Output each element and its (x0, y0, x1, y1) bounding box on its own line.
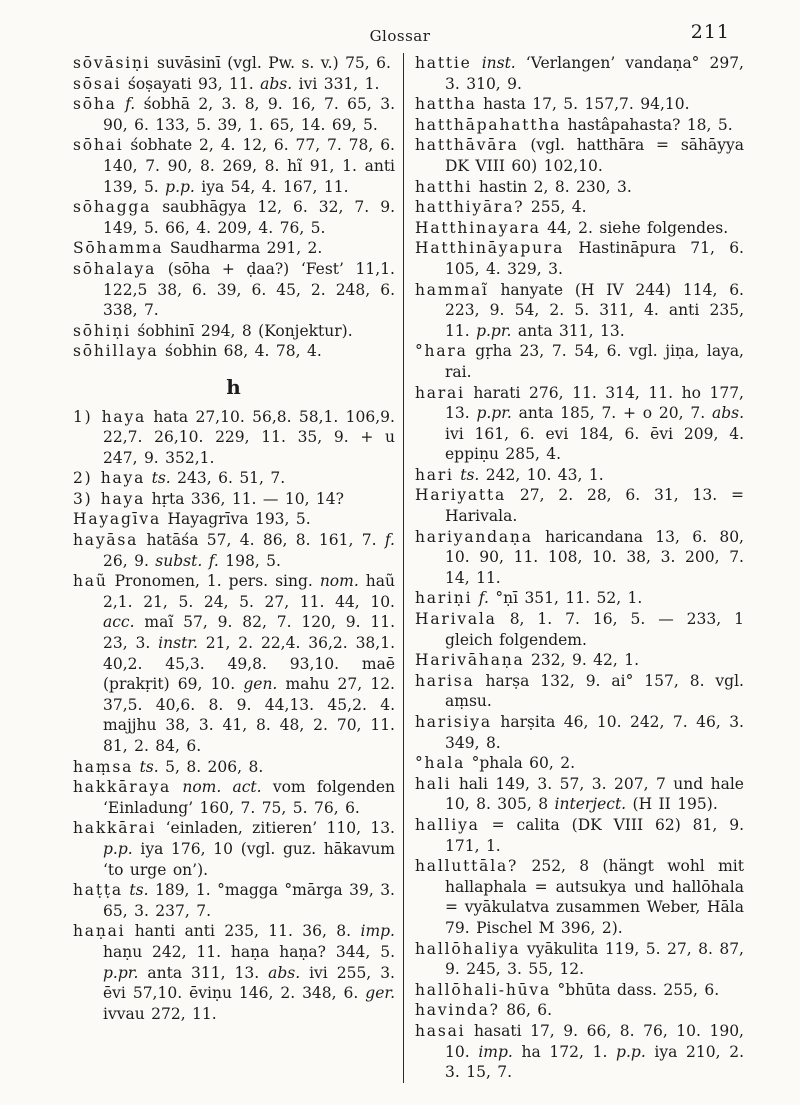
entry-body: hata 27,10. 56,8. 58,1. 106,9. 22,7. 26,10. 229, 11. 35, 9. + u 247, 9. 352,1. (103, 407, 395, 467)
glossary-entry (415, 238, 744, 279)
entry-body: hatāśa 57, 4. 86, 8. 161, 7. f. 26, 9. subst. f. 198, 5. (103, 531, 395, 570)
two-column-layout (73, 53, 744, 1083)
glossary-entry (415, 588, 744, 609)
glossary-entry (415, 939, 744, 980)
entry-body: hastin 2, 8. 230, 3. (478, 177, 632, 196)
right-column (404, 53, 744, 1083)
entry-headword: 3) haya (73, 489, 146, 508)
glossary-entry (415, 280, 744, 342)
entry-headword: hatthāvāra (415, 136, 519, 155)
glossary-entry (73, 135, 395, 197)
entry-headword: hariṇi (415, 589, 473, 608)
entry-headword: °hara (415, 342, 468, 361)
entry-headword: hayāsa (73, 531, 139, 550)
glossary-entry (73, 571, 395, 756)
entry-body: harṣita 46, 10. 242, 7. 46, 3. 349, 8. (445, 713, 744, 752)
glossary-entry (73, 921, 395, 1024)
entry-body: 8, 1. 7. 16, 5. — 233, 1 gleich folgendem. (445, 610, 744, 649)
entry-body: (vgl. hatthāra = sāhāyya DK VIII 60) 102,10. (445, 136, 744, 175)
glossary-entry (415, 774, 744, 815)
glossary-entry (415, 980, 744, 1001)
entry-headword: hasai (415, 1021, 466, 1040)
entry-headword: sōhalaya (73, 259, 157, 278)
entry-body: śobhin 68, 4. 78, 4. (165, 342, 322, 361)
entry-headword: halluttāla? (415, 857, 519, 876)
entry-headword: hariyandaṇa (415, 527, 533, 546)
glossary-entry (73, 321, 395, 342)
entry-body: saubhāgya 12, 6. 32, 7. 9. 149, 5. 66, 4. 209, 4. 76, 5. (103, 198, 395, 237)
section-heading-h: h (226, 374, 242, 399)
entry-body: (sōha + ḍaa?) ‘Fest’ 11,1. 122,5 38, 6. 39, 6. 45, 2. 248, 6. 338, 7. (103, 259, 395, 320)
entry-body: hanti anti 235, 11. 36, 8. imp. haṇu 242, 11. haṇa haṇa? 344, 5. p.pr. anta 311, 13. abs. ivi 255, 3. ēvi 57,10. ēviṇu 146, 2. 348, 6. ger. ivvau 272, 11. (103, 922, 395, 1023)
entry-body: 232, 9. 42, 1. (531, 651, 640, 670)
entry-body: hasta 17, 5. 157,7. 94,10. (483, 95, 690, 114)
entry-headword: harai (415, 383, 465, 402)
entry-headword: hakkārai (73, 819, 157, 838)
entry-headword: 2) haya (73, 469, 146, 488)
glossary-entry (73, 757, 395, 778)
entry-headword: haṃsa (73, 757, 134, 776)
entry-headword: sōhillaya (73, 342, 159, 361)
entry-headword: °hala (415, 754, 466, 773)
page-number: 211 (690, 21, 730, 43)
entry-body: haricandana 13, 6. 80, 10. 90, 11. 108, 10. 38, 3. 200, 7. 14, 11. (445, 527, 744, 587)
glossary-entry (415, 341, 744, 382)
glossary-entry (73, 777, 395, 818)
glossary-entry (73, 530, 395, 571)
entry-headword: Hayagīva (73, 510, 162, 529)
entry-body: harati 276, 11. 314, 11. ho 177, 13. p.pr. anta 185, 7. + o 20, 7. abs. ivi 161, 6. evi 184, 6. ēvi 209, 4. eppiṇu 285, 4. (445, 383, 745, 464)
glossary-entry (415, 671, 744, 712)
entry-headword: haṇai (73, 922, 126, 941)
glossary-entry (415, 712, 744, 753)
entry-headword: sōvāsiṇi (73, 54, 151, 72)
entry-headword: halliya (415, 815, 480, 834)
glossary-entry (415, 1021, 744, 1083)
entry-body: gṛha 23, 7. 54, 6. vgl. jiṇa, laya, rai. (445, 342, 744, 381)
glossary-entry (415, 115, 744, 136)
glossary-entry (415, 197, 744, 218)
entry-body: °bhūta dass. 255, 6. (557, 980, 720, 999)
entry-headword: Hariyatta (415, 486, 507, 505)
glossary-entry (415, 218, 744, 239)
glossary-entry (415, 856, 744, 938)
glossary-entry (415, 609, 744, 650)
entry-body: 255, 4. (530, 198, 587, 217)
entry-body: śoṣayati 93, 11. abs. ivi 331, 1. (127, 74, 380, 93)
glossary-entry (73, 489, 395, 510)
entry-body: harṣa 132, 9. ai° 157, 8. vgl. aṃsu. (445, 671, 744, 711)
entry-body: 252, 8 (hängt wohl mit hallaphala = autsukya und hallōhala = vyākulatva zusammen Weber, Hāla 79. Pischel M 396, 2). (445, 857, 744, 937)
entry-body: nom. act. vom folgenden ‘Einladung’ 160, 7. 75, 5. 76, 6. (103, 778, 396, 817)
glossary-entry (415, 527, 744, 589)
glossary-entry (415, 815, 744, 856)
entry-body: hasati 17, 9. 66, 8. 76, 10. 190, 10. imp. ha 172, 1. p.p. iya 210, 2. 3. 15, 7. (445, 1021, 745, 1082)
glossary-entry (73, 880, 395, 921)
entry-body: Saudharma 291, 2. (169, 239, 323, 258)
entry-headword: sōhagga (73, 198, 152, 217)
entry-body: ts. 5, 8. 206, 8. (139, 757, 264, 776)
glossary-entry (73, 197, 395, 238)
entry-headword: hammaĩ (415, 280, 489, 299)
entry-body: inst. ‘Verlangen’ vandaṇa° 297, 3. 310, 9. (445, 54, 744, 93)
entry-body: hṛta 336, 11. — 10, 14? (151, 489, 344, 508)
glossary-entry (415, 177, 744, 198)
glossary-entry (73, 238, 395, 259)
entry-headword: hattie (415, 54, 472, 72)
glossary-entry (73, 53, 395, 74)
entry-headword: hattha (415, 95, 477, 114)
entry-body: śobhate 2, 4. 12, 6. 77, 7. 78, 6. 140, 7. 90, 8. 269, 8. hĩ 91, 1. anti 139, 5. p.p. iya 54, 4. 167, 11. (103, 136, 395, 196)
page-title: Glossar (369, 27, 431, 45)
entry-headword: Harivāhaṇa (415, 651, 525, 670)
glossary-entry (73, 509, 395, 530)
entry-headword: hatthiyāra? (415, 198, 525, 217)
entry-headword: Sōhamma (73, 239, 164, 258)
glossary-entry (415, 383, 744, 465)
entry-body: = calita (DK VIII 62) 81, 9. 171, 1. (445, 815, 744, 855)
entry-headword: hallōhali-hūva (415, 980, 552, 999)
entry-headword: harisiya (415, 713, 492, 731)
entry-body: vyākulita 119, 5. 27, 8. 87, 9. 245, 3. 55, 12. (445, 939, 744, 979)
entry-body: 27, 2. 28, 6. 31, 13. = Harivala. (445, 486, 744, 526)
entry-body: śobhinī 294, 8 (Konjektur). (137, 321, 353, 340)
entry-headword: hallōhaliya (415, 939, 521, 958)
entry-body: ts. 242, 10. 43, 1. (460, 465, 604, 484)
entry-body: ts. 189, 1. °magga °mārga 39, 3. 65, 3. 237, 7. (103, 881, 395, 920)
entry-body: Hayagrīva 193, 5. (167, 510, 311, 529)
glossary-entry (73, 407, 395, 469)
entry-body: 44, 2. siehe folgendes. (547, 218, 729, 237)
entry-headword: sōhiṇi (73, 321, 131, 340)
entry-headword: haṭṭa (73, 881, 123, 900)
glossary-entry (73, 94, 395, 135)
glossary-entry (73, 341, 395, 362)
entry-body: 86, 6. (506, 1001, 553, 1020)
entry-headword: hatthāpahattha (415, 115, 562, 134)
entry-headword: sōsai (73, 74, 122, 93)
glossary-entry (73, 74, 395, 95)
entry-headword: Harivala (415, 610, 497, 629)
glossary-entry (415, 94, 744, 115)
glossary-entry (73, 259, 395, 321)
entry-body: °phala 60, 2. (471, 754, 575, 773)
entry-body: suvāsinī (vgl. Pw. s. v.) 75, 6. (156, 54, 391, 72)
glossary-entry (415, 485, 744, 526)
entry-headword: hari (415, 465, 454, 484)
entry-body: hastâpahasta? 18, 5. (567, 115, 733, 134)
glossary-entry (415, 650, 744, 671)
glossary-entry (415, 135, 744, 176)
glossary-entry (415, 1000, 744, 1021)
left-column (73, 53, 395, 1083)
glossary-entry (415, 53, 744, 94)
entry-headword: harisa (415, 671, 475, 690)
entry-body: hanyate (H IV 244) 114, 6. 223, 9. 54, 2. 5. 311, 4. anti 235, 11. p.pr. anta 311, 13. (445, 280, 744, 340)
entry-body: f. śobhā 2, 3. 8, 9. 16, 7. 65, 3. 90, 6. 133, 5. 39, 1. 65, 14. 69, 5. (103, 95, 395, 134)
entry-body: Pronomen, 1. pers. sing. nom. haũ 2,1. 21, 5. 24, 5. 27, 11. 44, 10. acc. maĩ 57, 9. 82, 7. 120, 9. 11. 23, 3. instr. 21, 2. 22,4. 36,2. 38,1. 40,2. 45,3. 49,8. 93,10. maē (prakṛit) 69, 10. gen. mahu 27, 12. 37,5. 40,6. 8. 9. 44,13. 45,2. 4. majjhu 38, 3. 41, 8. 48, 2. 70, 11. 81, 2. 84, 6. (103, 572, 396, 755)
entry-headword: hali (415, 774, 452, 793)
entry-body: ts. 243, 6. 51, 7. (151, 469, 286, 488)
entry-headword: 1) haya (73, 407, 147, 426)
entry-headword: haũ (73, 572, 108, 591)
glossary-entry (73, 468, 395, 489)
entry-headword: hakkāraya (73, 778, 172, 797)
glossary-entry (73, 818, 395, 880)
entry-headword: Hatthināyapura (415, 239, 565, 258)
entry-headword: hatthi (415, 177, 473, 196)
entry-body: ‘einladen, zitieren’ 110, 13. p.p. iya 176, 10 (vgl. guz. hākavum ‘to urge on’). (103, 819, 395, 879)
entry-body: hali 149, 3. 57, 3. 207, 7 und hale 10, 8. 305, 8 interject. (H II 195). (445, 774, 744, 814)
entry-headword: Hatthinayara (415, 218, 541, 237)
entry-body: Hastināpura 71, 6. 105, 4. 329, 3. (445, 239, 744, 278)
glossary-entry (415, 753, 744, 774)
entry-headword: sōhai (73, 136, 124, 155)
entry-body: f. °ṇī 351, 11. 52, 1. (478, 589, 643, 608)
entry-headword: havinda? (415, 1001, 500, 1020)
glossary-entry (415, 465, 744, 486)
entry-headword: sōha (73, 95, 117, 114)
